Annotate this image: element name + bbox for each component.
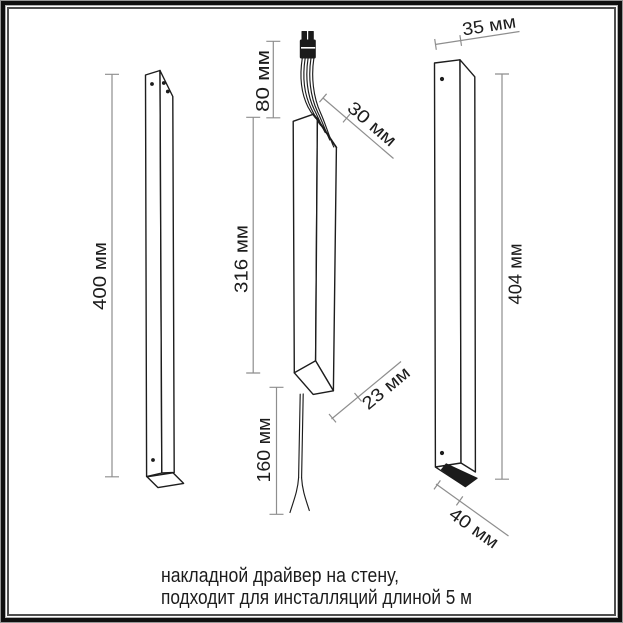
bottom-wire — [290, 394, 309, 513]
screw-hole — [166, 90, 170, 94]
dim-label-400: 400 мм — [90, 250, 110, 310]
dim-label-30: 30 мм — [343, 97, 395, 146]
dim-label-404: 404 мм — [505, 244, 526, 305]
dim-driver-bottom-depth — [329, 362, 414, 423]
dim-label-316: 316 мм — [231, 233, 252, 293]
dim-profile-width — [435, 11, 520, 49]
caption-line-1: накладной драйвер на стену, — [161, 565, 399, 587]
dim-label-23: 23 мм — [358, 366, 410, 414]
screw-hole — [162, 81, 166, 85]
dim-profile-length — [495, 74, 526, 479]
screw-hole — [150, 82, 154, 86]
caption-line-2: подходит для инсталляций длиной 5 м — [161, 587, 472, 609]
dim-driver-body — [232, 117, 261, 373]
screw-hole — [151, 458, 155, 462]
dim-wire-top — [253, 41, 280, 118]
dim-bar-length — [90, 74, 119, 477]
dim-label-160: 160 мм — [254, 422, 274, 483]
dim-label-40: 40 мм — [445, 503, 498, 549]
dim-profile-foot — [434, 480, 509, 552]
screw-hole — [440, 77, 444, 81]
dim-wire-bottom — [254, 387, 284, 514]
left-mounting-bar — [146, 71, 184, 488]
caption — [161, 565, 472, 609]
screw-hole — [440, 451, 444, 455]
dim-label-35: 35 мм — [460, 12, 514, 40]
connector — [300, 32, 315, 59]
right-mounting-profile — [435, 60, 478, 487]
dim-label-80: 80 мм — [253, 62, 273, 112]
